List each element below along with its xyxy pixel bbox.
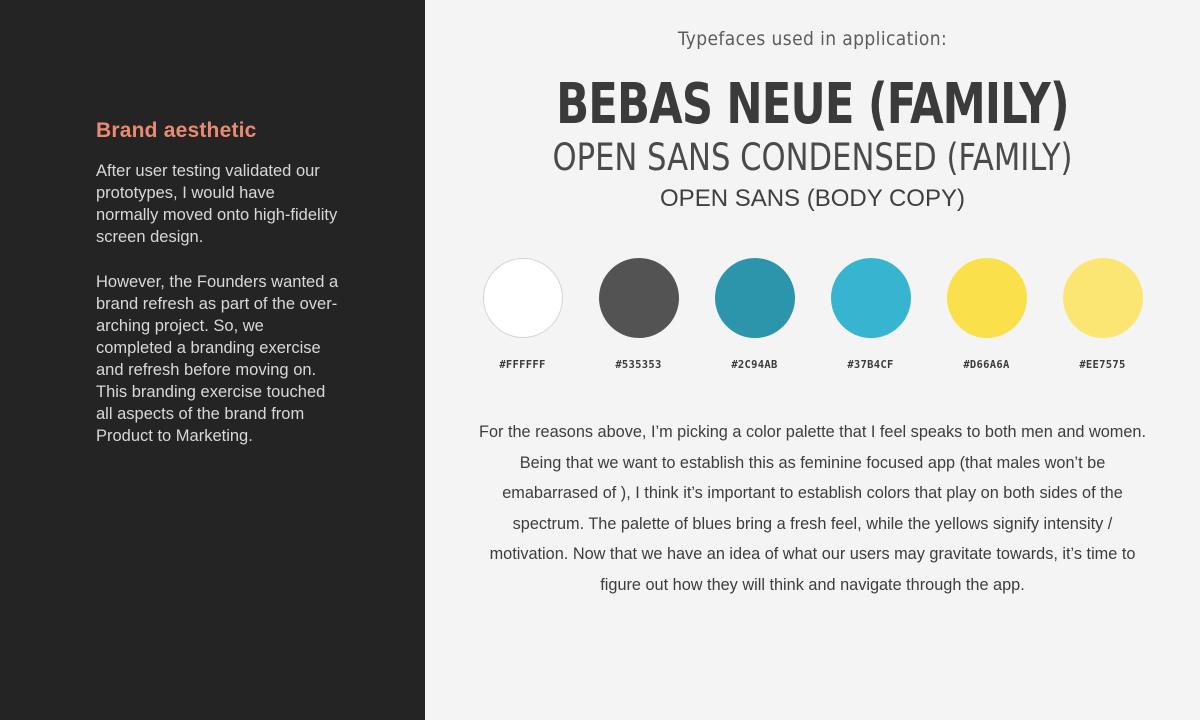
color-swatch-circle [947, 258, 1027, 338]
typeface-caption: Typefaces used in application: [677, 28, 948, 50]
typeface-specimen-2: OPEN SANS CONDENSED (FAMILY) [552, 136, 1073, 179]
color-swatch-circle [715, 258, 795, 338]
color-swatch-circle [599, 258, 679, 338]
color-swatch-circle [831, 258, 911, 338]
color-swatch-circle [1063, 258, 1143, 338]
left-text-panel [0, 0, 425, 720]
page-title: Brand aesthetic [96, 119, 257, 142]
color-swatch-label: #37B4CF [847, 359, 894, 371]
color-swatch [1063, 258, 1143, 371]
palette-rationale-text: For the reasons above, I’m picking a color palette that I feel speaks to both men and women. Being that we want to establish this as feminine focused app (that males won’t be emabarrased of ), I think it’s important to establish colors that play on both sides of the spectrum. The palette of blues bring a fresh feel, while the yellows signify intensity / motivation. Now that we have an idea of what our users may gravitate towards, it’s time to figure out how they will think and navigate through the app. [479, 423, 1146, 594]
typeface-specimen-1: BEBAS NEUE (FAMILY) [556, 72, 1069, 137]
typeface-specimen-3: OPEN SANS (BODY COPY) [660, 185, 965, 212]
color-swatch [831, 258, 911, 371]
color-swatch-label: #D66A6A [963, 359, 1010, 371]
right-content-panel [425, 0, 1200, 720]
left-paragraph-2: However, the Founders wanted a brand refresh as part of the over-arching project. So, we completed a branding exercise and refresh before moving on. This branding exercise touched all aspects of the brand from Product to Marketing. [96, 273, 339, 445]
color-palette [425, 258, 1200, 371]
left-paragraph-1: After user testing validated our prototypes, I would have normally moved onto high-fidelity screen design. [96, 162, 338, 246]
color-swatch-label: #2C94AB [731, 359, 778, 371]
typeface-specimen-list [425, 72, 1200, 214]
color-swatch-label: #EE7575 [1079, 359, 1126, 371]
color-swatch-circle [483, 258, 563, 338]
color-swatch [599, 258, 679, 371]
color-swatch-label: #535353 [615, 359, 662, 371]
color-swatch [715, 258, 795, 371]
color-swatch [483, 258, 563, 371]
color-swatch [947, 258, 1027, 371]
color-swatch-label: #FFFFFF [499, 359, 546, 371]
